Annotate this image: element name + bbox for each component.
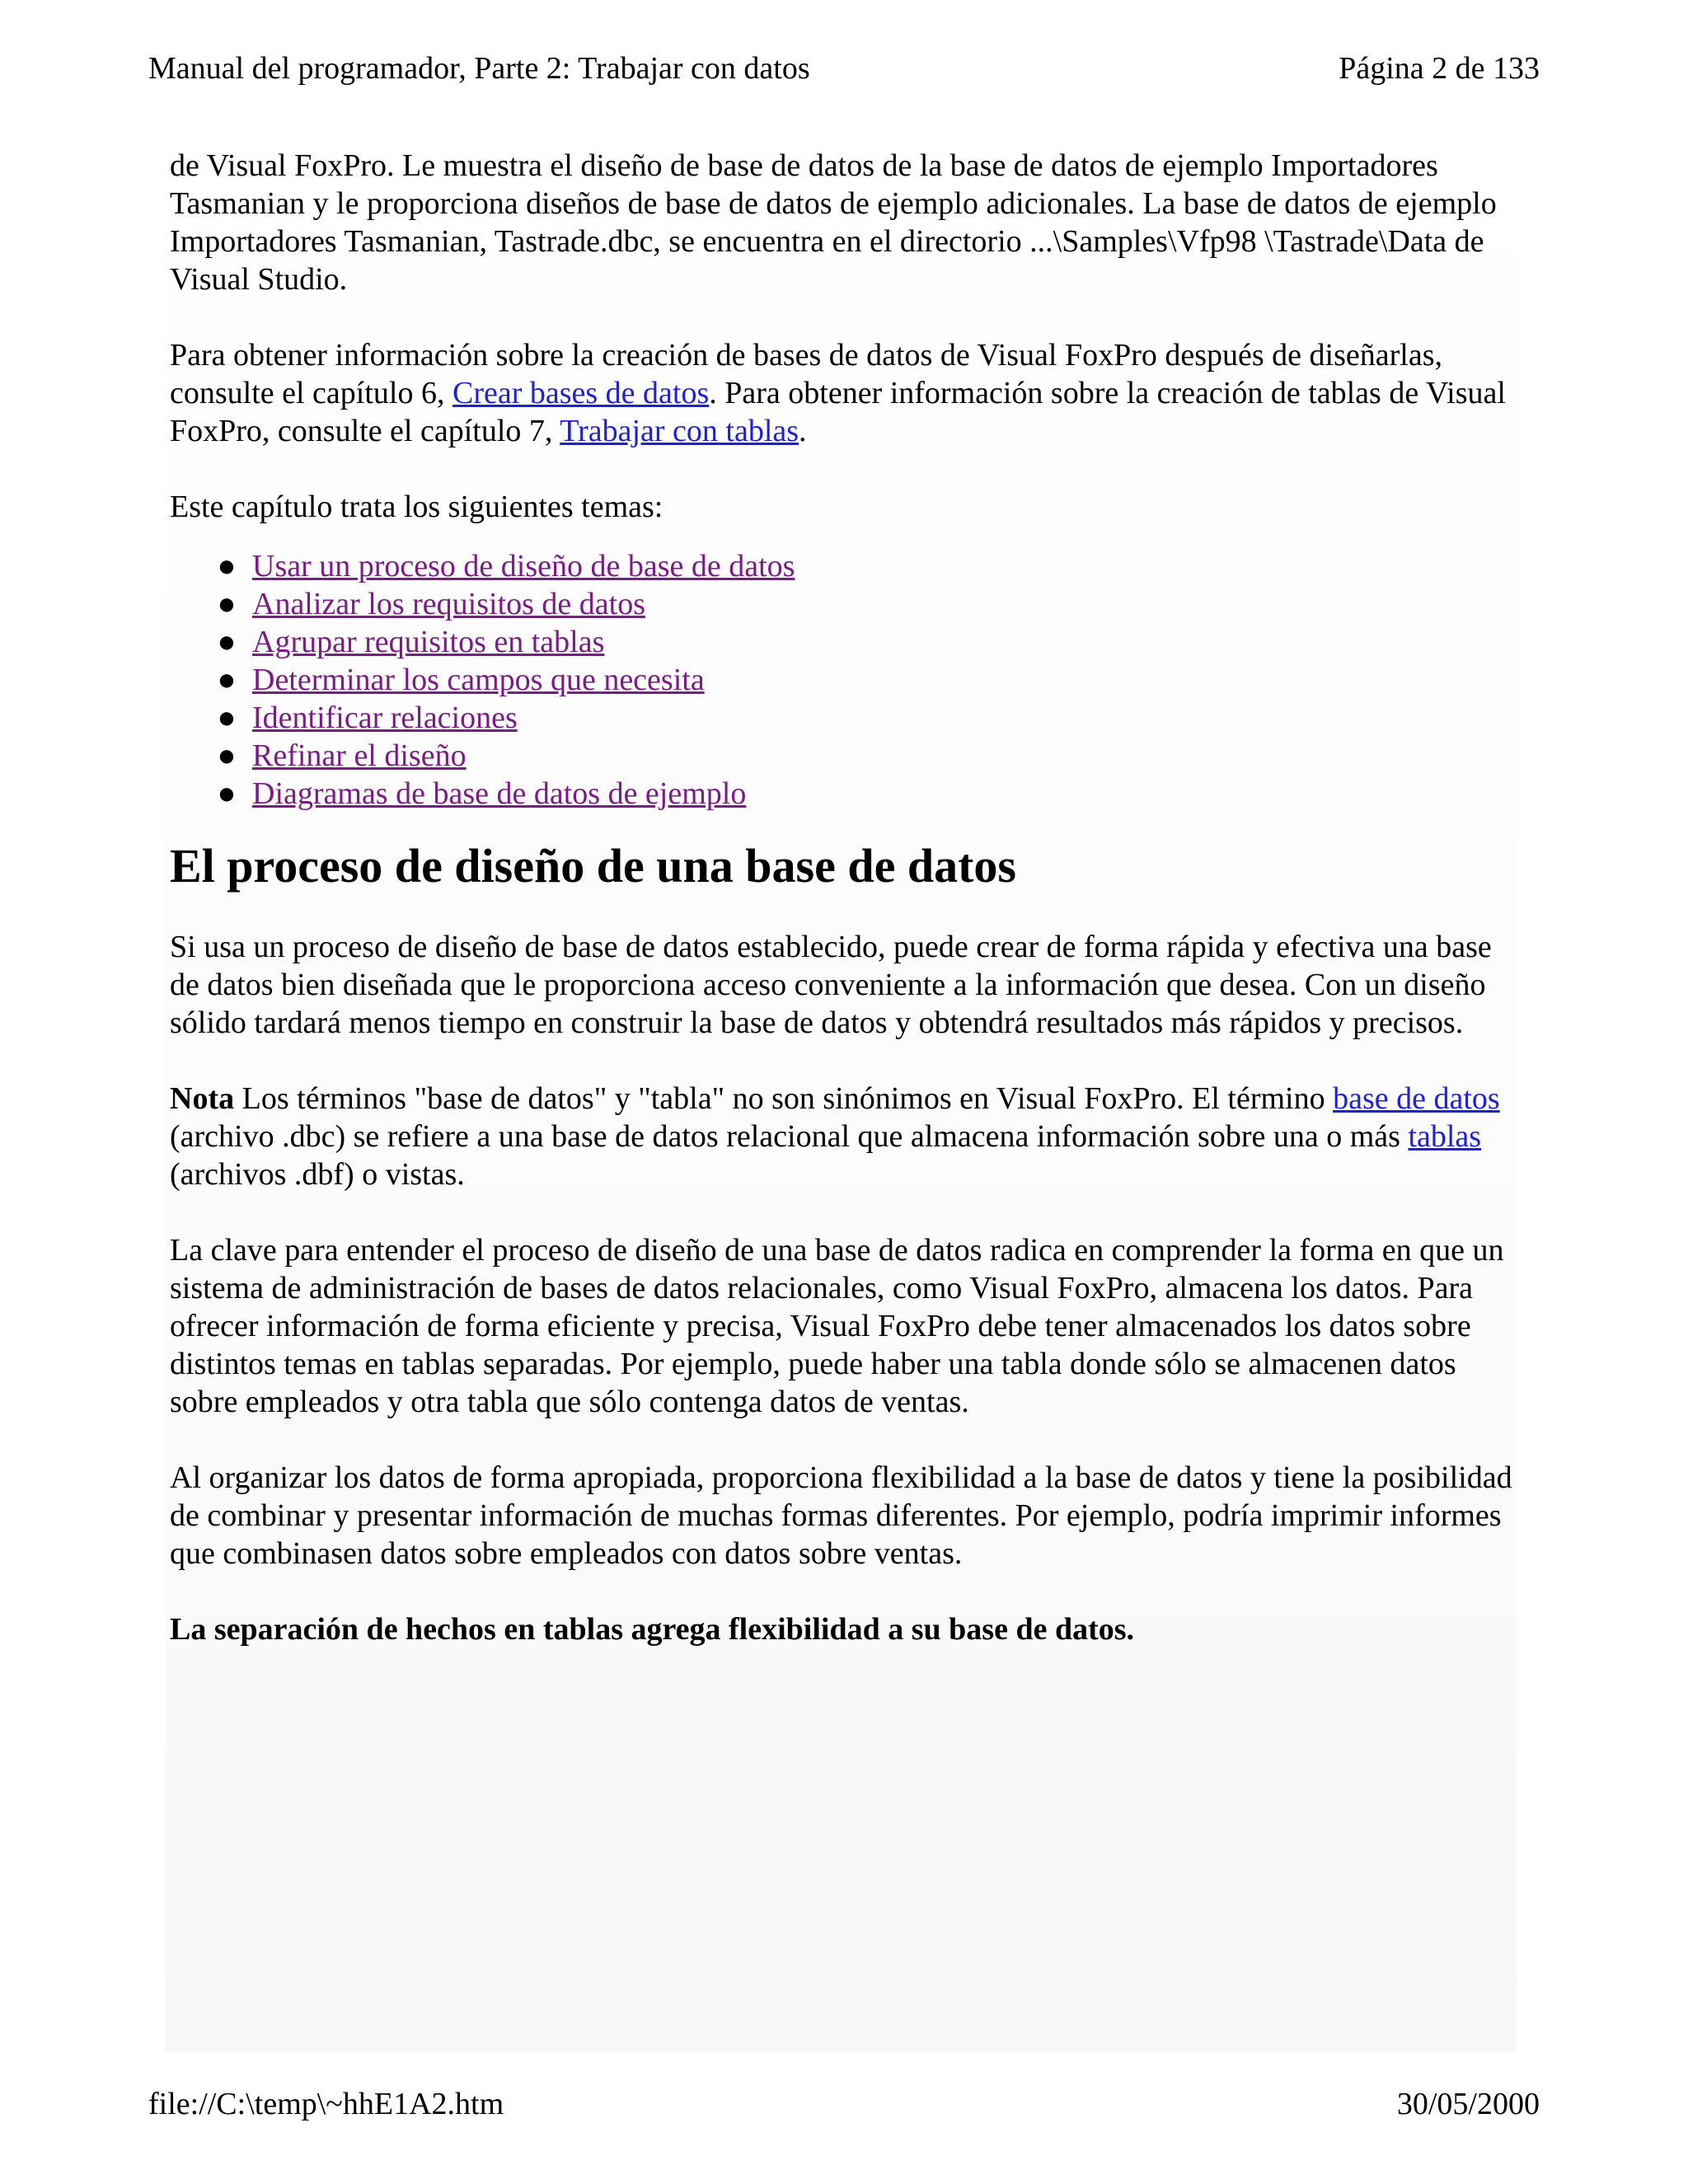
note-text-b: (archivo .dbc) se refiere a una base de datos relacional que almacena información sobre una o más <box>170 1119 1409 1154</box>
topic-item <box>214 699 1522 737</box>
topic-item <box>214 661 1522 699</box>
intro-paragraph: de Visual FoxPro. Le muestra el diseño de base de datos de la base de datos de ejemplo Importadores Tasmanian y le proporciona diseños de base de datos de ejemplo adicionales. La base de datos de ejemplo Importadores Tasmanian, Tastrade.dbc, se encuentra en el directorio ...\Samples\Vfp98 \Tastrade\Data de Visual Studio. <box>170 148 1497 297</box>
bullet-icon: ● <box>217 776 237 811</box>
topics-intro: Este capítulo trata los siguientes temas: <box>170 490 663 524</box>
note-paragraph <box>170 1080 1522 1193</box>
bullet-icon: ● <box>217 701 237 735</box>
emphasis-line: La separación de hechos en tablas agrega flexibilidad a su base de datos. <box>170 1612 1135 1647</box>
bullet-icon: ● <box>217 738 237 773</box>
file-path: file://C:\temp\~hhE1A2.htm <box>148 2087 504 2121</box>
note-text-a: Los términos "base de datos" y "tabla" no son sinónimos en Visual FoxPro. El término <box>234 1081 1334 1116</box>
topic-link-determinar-campos[interactable]: Determinar los campos que necesita <box>252 663 705 697</box>
print-date: 30/05/2000 <box>1396 2087 1540 2121</box>
topic-link-refinar-diseno[interactable]: Refinar el diseño <box>252 738 467 773</box>
document-title: Manual del programador, Parte 2: Trabajar con datos <box>148 51 810 86</box>
note-text-c: (archivos .dbf) o vistas. <box>170 1157 465 1192</box>
topic-item <box>214 585 1522 623</box>
bullet-icon: ● <box>217 663 237 697</box>
reference-text-a: Para obtener información sobre la creación de bases de datos de Visual FoxPro después de diseñarlas, consulte el capítulo 6, <box>170 338 1442 410</box>
topic-item <box>214 775 1522 813</box>
topic-item <box>214 547 1522 585</box>
page-header <box>148 49 1540 87</box>
topic-link-identificar-relaciones[interactable]: Identificar relaciones <box>252 701 518 735</box>
section-paragraph-3: Al organizar los datos de forma apropiada, proporciona flexibilidad a la base de datos y tiene la posibilidad de combinar y presentar información de muchas formas diferentes. Por ejemplo, podría imprimir informes que combinasen datos sobre empleados con datos sobre ventas. <box>170 1460 1512 1571</box>
section-heading: El proceso de diseño de una base de datos <box>170 839 1016 893</box>
crear-bases-de-datos-link[interactable]: Crear bases de datos <box>452 376 710 410</box>
topic-link-analizar-requisitos[interactable]: Analizar los requisitos de datos <box>252 587 646 621</box>
note-label: Nota <box>170 1081 235 1116</box>
section-paragraph-1: Si usa un proceso de diseño de base de datos establecido, puede crear de forma rápida y efectiva una base de datos bien diseñada que le proporciona acceso conveniente a la información que desea. Con un diseño sólido tardará menos tiempo en construir la base de datos y obtendrá resultados más rápidos y precisos. <box>170 930 1492 1040</box>
topic-link-diagramas-ejemplo[interactable]: Diagramas de base de datos de ejemplo <box>252 776 747 811</box>
bullet-icon: ● <box>217 549 237 583</box>
topic-item <box>214 737 1522 775</box>
page-footer <box>148 2085 1540 2123</box>
topics-list <box>170 547 1522 813</box>
base-de-datos-link[interactable]: base de datos <box>1333 1081 1500 1116</box>
topic-link-agrupar-requisitos[interactable]: Agrupar requisitos en tablas <box>252 625 605 659</box>
document-body <box>170 147 1522 1686</box>
page-number: Página 2 de 133 <box>1339 51 1540 86</box>
reference-text-b: . Para obtener información sobre la creación de tablas de Visual FoxPro, consulte el capítulo 7, <box>170 376 1506 448</box>
section-paragraph-2: La clave para entender el proceso de diseño de una base de datos radica en comprender la forma en que un sistema de administración de bases de datos relacionales, como Visual FoxPro, almacena los datos. Para ofrecer información de forma eficiente y precisa, Visual FoxPro debe tener almacenados los datos sobre distintos temas en tablas separadas. Por ejemplo, puede haber una tabla donde sólo se almacenen datos sobre empleados y otra tabla que sólo contenga datos de ventas. <box>170 1233 1504 1419</box>
reference-text-c: . <box>799 414 807 448</box>
topic-link-usar-proceso[interactable]: Usar un proceso de diseño de base de datos <box>252 549 795 583</box>
bullet-icon: ● <box>217 587 237 621</box>
reference-paragraph <box>170 336 1522 450</box>
tablas-link[interactable]: tablas <box>1408 1119 1482 1154</box>
trabajar-con-tablas-link[interactable]: Trabajar con tablas <box>560 414 799 448</box>
bullet-icon: ● <box>217 625 237 659</box>
topic-item <box>214 623 1522 661</box>
